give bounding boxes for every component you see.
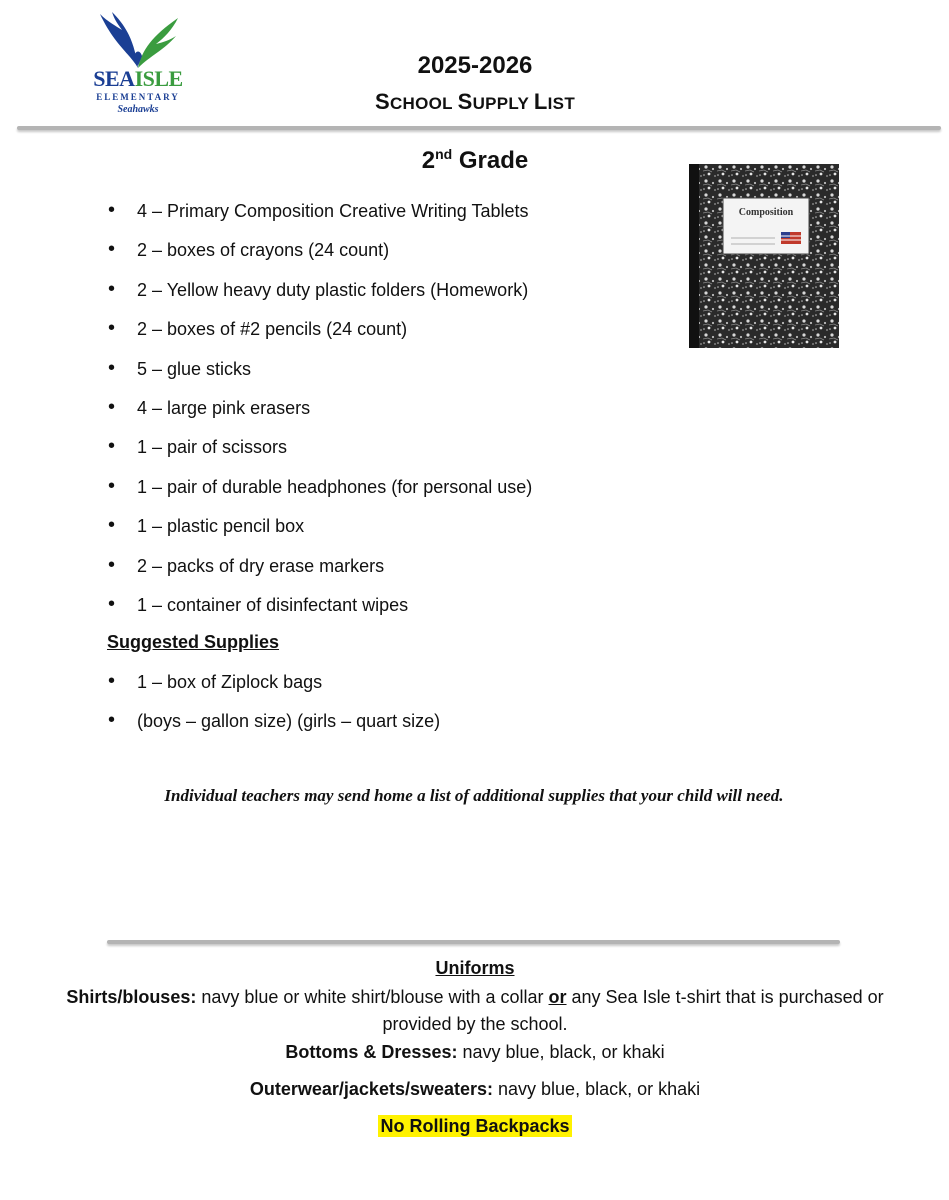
list-item: • 1 – container of disinfectant wipes	[108, 594, 532, 633]
supply-list	[108, 200, 532, 633]
suggested-supply-list	[108, 671, 440, 750]
list-item: • 1 – box of Ziplock bags	[108, 671, 440, 710]
school-logo	[78, 10, 198, 115]
list-item: • 1 – plastic pencil box	[108, 515, 532, 554]
notebook-label: Composition	[738, 207, 794, 218]
suggested-supplies-heading: Suggested Supplies	[107, 632, 280, 652]
logo-school-name: SEAISLE	[93, 66, 183, 91]
list-item: • 2 – packs of dry erase markers	[108, 555, 532, 594]
header-divider	[17, 126, 941, 130]
list-item: • (boys – gallon size) (girls – quart size)	[108, 710, 440, 749]
list-item: • 1 – pair of durable headphones (for personal use)	[108, 476, 532, 515]
list-item: • 2 – Yellow heavy duty plastic folders (Homework)	[108, 279, 532, 318]
list-item: • 2 – boxes of #2 pencils (24 count)	[108, 318, 532, 357]
list-item: • 4 – large pink erasers	[108, 397, 532, 436]
page-title: SCHOOL SUPPLY LIST	[374, 89, 576, 114]
list-item: • 5 – glue sticks	[108, 358, 532, 397]
no-rolling-backpacks-text: No Rolling Backpacks	[380, 1116, 570, 1136]
uniforms-heading: Uniforms	[435, 958, 515, 978]
uniform-bottoms: Bottoms & Dresses: navy blue, black, or khaki	[285, 1042, 665, 1062]
seahawk-wings-icon	[94, 10, 182, 70]
composition-notebook-image	[689, 164, 839, 348]
no-rolling-backpacks-notice	[60, 1116, 890, 1137]
list-item: • 4 – Primary Composition Creative Writing Tablets	[108, 200, 532, 239]
logo-mascot: Seahawks	[117, 104, 159, 115]
school-year: 2025-2026	[417, 52, 533, 79]
logo-subtitle: ELEMENTARY	[96, 92, 180, 102]
list-item: • 2 – boxes of crayons (24 count)	[108, 239, 532, 278]
section-divider	[107, 940, 840, 944]
uniform-outerwear: Outerwear/jackets/sweaters: navy blue, black, or khaki	[249, 1079, 701, 1099]
list-item: • 1 – pair of scissors	[108, 436, 532, 475]
uniform-shirts: Shirts/blouses: navy blue or white shirt/blouse with a collar or any Sea Isle t-shirt that is purchased or provided by the school.	[66, 987, 884, 1034]
teacher-note: Individual teachers may send home a list of additional supplies that your child will need.	[164, 786, 784, 805]
grade-heading: 2nd Grade	[421, 146, 529, 174]
